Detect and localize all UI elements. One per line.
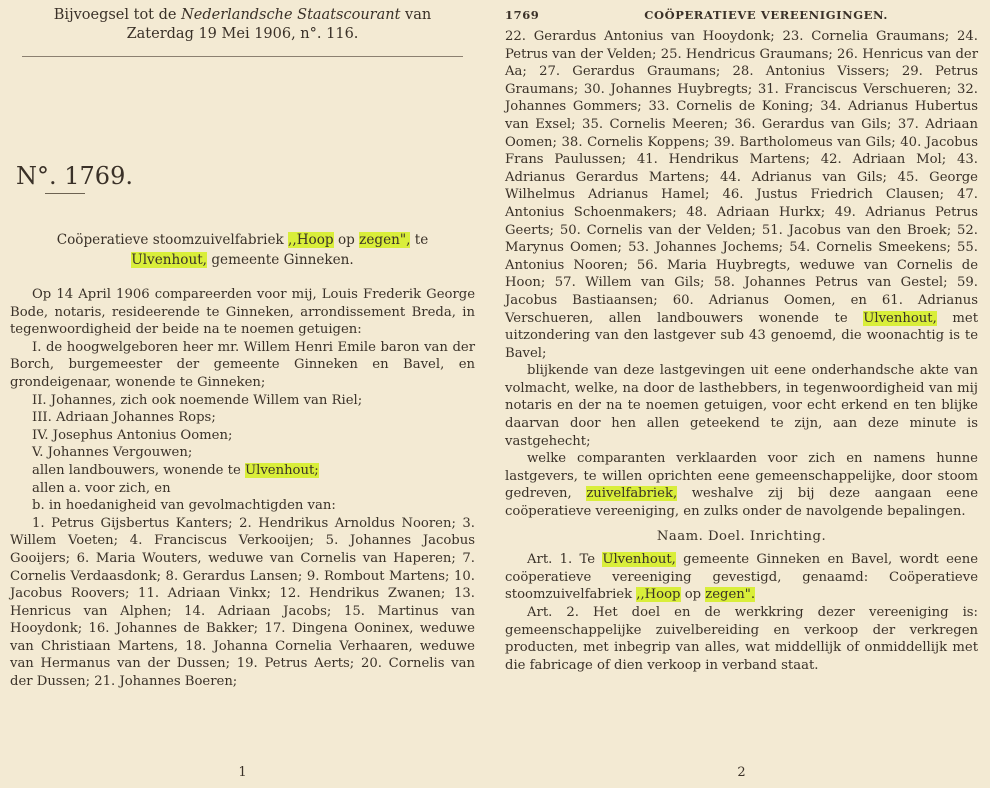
highlight: ,,Hoop bbox=[636, 587, 681, 603]
section-heading: Naam. Doel. Inrichting. bbox=[656, 528, 827, 544]
highlight: zegen", bbox=[359, 232, 411, 248]
right-body-text bbox=[505, 28, 978, 674]
article-1: Art. 1. Te Ulvenhout, gemeente Ginneken en Bavel, wordt eene coöperatieve vereeniging gevestigd, genaamd: Coöperatieve stoomzuivelfabriek ,,Hoop op zegen". bbox=[505, 552, 978, 603]
highlight: Ulvenhout, bbox=[602, 552, 676, 568]
highlight: Ulvenhout, bbox=[863, 310, 937, 326]
header-rule bbox=[22, 56, 463, 57]
paragraph: I. de hoogwelgeboren heer mr. Willem Henri Emile baron van der Borch, burgemeester der gemeente Ginneken en Bavel, en grondeigenaar, wonende te Ginneken; bbox=[10, 339, 475, 390]
document-title: Coöperatieve stoomzuivelfabriek ,,Hoop op zegen", te Ulvenhout, gemeente Ginneken. bbox=[56, 232, 429, 268]
highlight: zuivelfabriek, bbox=[586, 486, 678, 502]
running-header bbox=[505, 8, 978, 22]
paragraph: 1. Petrus Gijsbertus Kanters; 2. Hendrikus Arnoldus Nooren; 3. Willem Voeten; 4. Franciscus Verkooijen; 5. Johannes Jacobus Gooijers; 6. Maria Wouters, weduwe van Cornelis van Haperen; 7. Cornelis Verdaasdonk; 8. Gerardus Lansen; 9. Rombout Martens; 10. Jacobus Roovers; 11. Adriaan Vinkx; 12. Hendrikus Zwanen; 13. Henricus van Alphen; 14. Adriaan Jacobs; 15. Martinus van Hooydonk; 16. Johannes de Bakker; 17. Dingena Ooninex, weduwe van Christiaan Martens, 18. Johanna Cornelia Verhaaren, weduwe van Hermanus van der Dussen; 19. Petrus Aerts; 20. Cornelis van der Dussen; 21. Johannes Boeren; bbox=[10, 515, 475, 690]
paragraph: II. Johannes, zich ook noemende Willem van Riel; bbox=[32, 392, 363, 408]
highlight: Ulvenhout; bbox=[244, 462, 319, 478]
highlight: Ulvenhout, bbox=[131, 252, 207, 268]
header-suffix: van bbox=[405, 7, 432, 23]
article-2: Art. 2. Het doel en de werkkring dezer vereeniging is: gemeenschappelijke zuivelbereiding en verkoop der verkregen producten, met inbegrip van alles, wat middellijk of onmiddellijk met die fabricage of dien verkoop in verband staat. bbox=[505, 605, 978, 673]
page-number: 1 bbox=[238, 765, 247, 781]
paragraph: allen a. voor zich, en bbox=[32, 480, 171, 496]
paragraph: blijkende van deze lastgevingen uit eene onderhandsche akte van volmacht, welke, na door de lasthebbers, in tegenwoordigheid van mij notaris en der na te noemen getuigen, voor echt erkend en ten blijke daarvan door hen allen geteekend te zijn, aan deze minute is vastgehecht; bbox=[505, 363, 978, 449]
paragraph: b. in hoedanigheid van gevolmachtigden van: bbox=[32, 498, 336, 514]
highlight: zegen". bbox=[705, 587, 756, 603]
left-body-text bbox=[10, 286, 475, 691]
paragraph: Op 14 April 1906 compareerden voor mij, Louis Frederik George Bode, notaris, resideerende te Ginneken, arrondissement Breda, in tegenwoordigheid der beide na te noemen getuigen: bbox=[10, 287, 475, 338]
number-underline bbox=[45, 193, 85, 194]
paragraph: III. Adriaan Johannes Rops; bbox=[32, 410, 216, 426]
header-date: Zaterdag 19 Mei 1906, n°. 116. bbox=[126, 26, 359, 42]
running-number: 1769 bbox=[505, 8, 540, 22]
paragraph: IV. Josephus Antonius Oomen; bbox=[32, 427, 233, 443]
document-number: N°. 1769. bbox=[16, 162, 133, 190]
header-prefix: Bijvoegsel tot de bbox=[53, 7, 177, 23]
paragraph: allen landbouwers, wonende te Ulvenhout; bbox=[32, 462, 319, 478]
right-column bbox=[505, 0, 978, 788]
running-title: COÖPERATIEVE VEREENIGINGEN. bbox=[644, 8, 888, 22]
page-number: 2 bbox=[737, 765, 746, 781]
left-column bbox=[10, 0, 475, 788]
header-newspaper-name: Nederlandsche Staatscourant bbox=[181, 7, 401, 23]
supplement-header bbox=[10, 6, 475, 44]
paragraph: V. Johannes Vergouwen; bbox=[32, 445, 193, 461]
paragraph: 22. Gerardus Antonius van Hooydonk; 23. Cornelia Graumans; 24. Petrus van der Velden; 25. Hendricus Graumans; 26. Henricus van der Aa; 27. Gerardus Graumans; 28. Antonius Vissers; 29. Petrus Graumans; 30. Johannes Huybregts; 31. Franciscus Verschueren; 32. Johannes Gommers; 33. Cornelis de Koning; 34. Adrianus Hubertus van Exsel; 35. Cornelis Meeren; 36. Gerardus van Gils; 37. Adriaan Oomen; 38. Cornelis Koppens; 39. Bartholomeus van Gils; 40. Jacobus Frans Paulussen; 41. Hendrikus Martens; 42. Adriaan Mol; 43. Adrianus Gerardus Martens; 44. Adrianus van Gils; 45. George Wilhelmus Adrianus Hamel; 46. Justus Friedrich Clausen; 47. Antonius Schoenmakers; 48. Adriaan Hurkx; 49. Adrianus Petrus Geerts; 50. Cornelis van der Velden; 51. Jacobus van den Broek; 52. Marynus Oomen; 53. Johannes Jochems; 54. Cornelis Smeekens; 55. Antonius Nooren; 56. Maria Huybregts, weduwe van Cornelis de Hoon; 57. Willem van Gils; 58. Johannes Petrus van Gestel; 59. Jacobus Bastiaansen; 60. Adrianus Oomen, en 61. Adrianus Verschueren, allen landbouwers wonende te Ulvenhout, met uitzondering van den lastgever sub 43 genoemd, die woonachtig is te Bavel; bbox=[505, 29, 978, 361]
paragraph: welke comparanten verklaarden voor zich en namens hunne lastgevers, te willen oprichten eene gemeenschappelijke, door stoom gedreven, zuivelfabriek, weshalve zij bij deze aangaan eene coöperatieve vereeniging, en zulks onder de navolgende bepalingen. bbox=[505, 451, 979, 520]
highlight: ,,Hoop bbox=[288, 232, 334, 248]
